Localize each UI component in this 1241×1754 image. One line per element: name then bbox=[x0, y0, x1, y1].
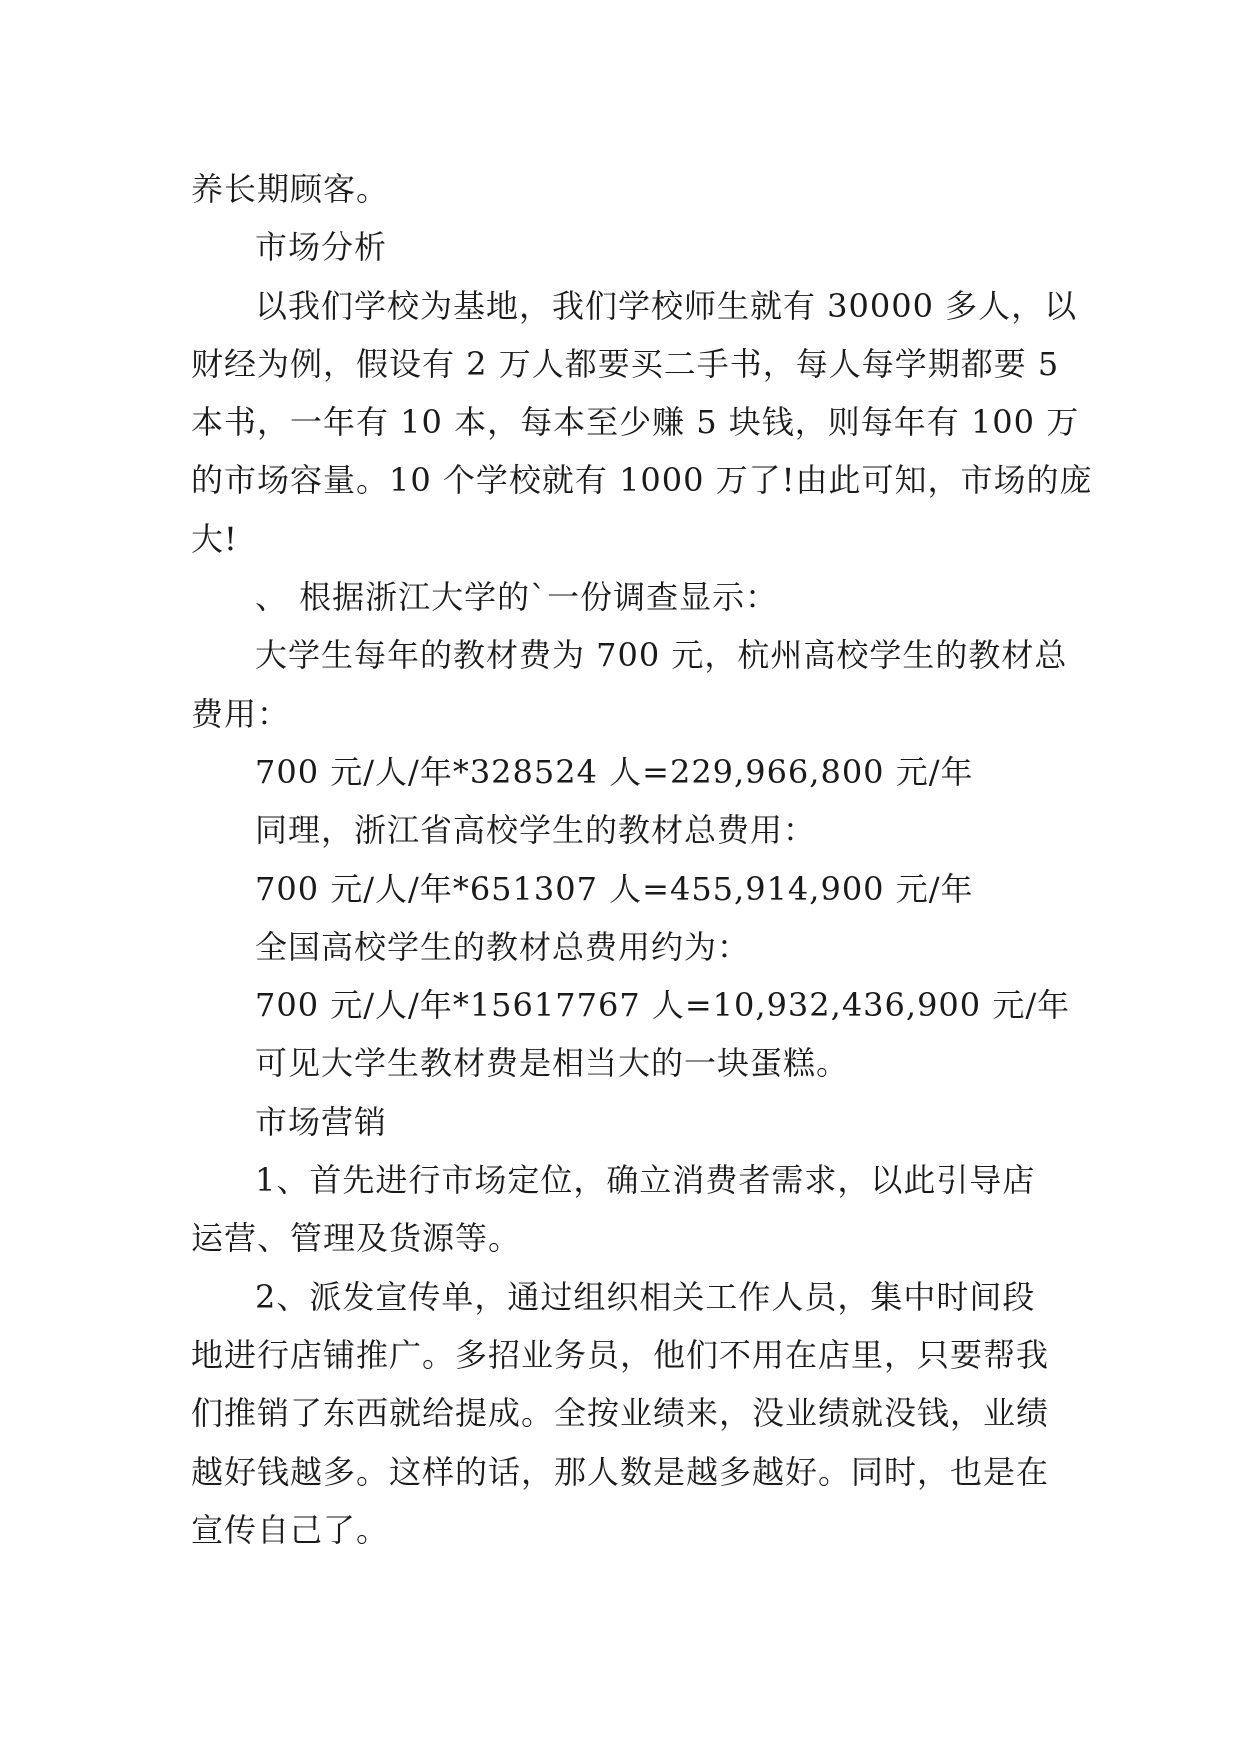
text-line: 宣传自己了。 bbox=[191, 1510, 390, 1549]
text-line: 财经为例，假设有 2 万人都要买二手书，每人每学期都要 5 bbox=[191, 344, 1060, 383]
text-line: 大! bbox=[191, 519, 238, 558]
text-line: 大学生每年的教材费为 700 元，杭州高校学生的教材总 bbox=[255, 636, 1068, 675]
text-line: 运营、管理及货源等。 bbox=[191, 1219, 522, 1258]
text-line: 本书，一年有 10 本，每本至少赚 5 块钱，则每年有 100 万 bbox=[191, 403, 1080, 442]
text-line: 费用： bbox=[191, 694, 291, 733]
section-heading-marketing: 市场营销 bbox=[255, 1102, 388, 1141]
text-line: 1、首先进行市场定位，确立消费者需求，以此引导店 bbox=[255, 1161, 1036, 1200]
formula-line: 700 元/人/年*15617767 人=10,932,436,900 元/年 bbox=[255, 986, 1071, 1025]
formula-line: 700 元/人/年*328524 人=229,966,800 元/年 bbox=[255, 752, 974, 791]
text-line: 以我们学校为基地，我们学校师生就有 30000 多人，以 bbox=[255, 286, 1078, 325]
document-body bbox=[191, 160, 1093, 1559]
text-line: 可见大学生教材费是相当大的一块蛋糕。 bbox=[255, 1044, 850, 1083]
text-line: 、 根据浙江大学的`一份调查显示： bbox=[255, 578, 779, 617]
text-line: 越好钱越多。这样的话，那人数是越多越好。同时，也是在 bbox=[191, 1452, 1050, 1491]
formula-line: 700 元/人/年*651307 人=455,914,900 元/年 bbox=[255, 869, 974, 908]
text-line: 2、派发宣传单，通过组织相关工作人员，集中时间段 bbox=[255, 1277, 1036, 1316]
text-line: 同理，浙江省高校学生的教材总费用： bbox=[255, 811, 817, 850]
text-line: 全国高校学生的教材总费用约为： bbox=[255, 927, 751, 966]
text-line: 地进行店铺推广。多招业务员，他们不用在店里，只要帮我 bbox=[191, 1335, 1050, 1374]
text-line: 养长期顾客。 bbox=[191, 170, 390, 208]
section-heading-market-analysis: 市场分析 bbox=[255, 228, 388, 267]
text-line: 们推销了东西就给提成。全按业绩来，没业绩就没钱，业绩 bbox=[191, 1394, 1050, 1433]
text-line: 的市场容量。10 个学校就有 1000 万了!由此可知，市场的庞 bbox=[191, 461, 1093, 500]
